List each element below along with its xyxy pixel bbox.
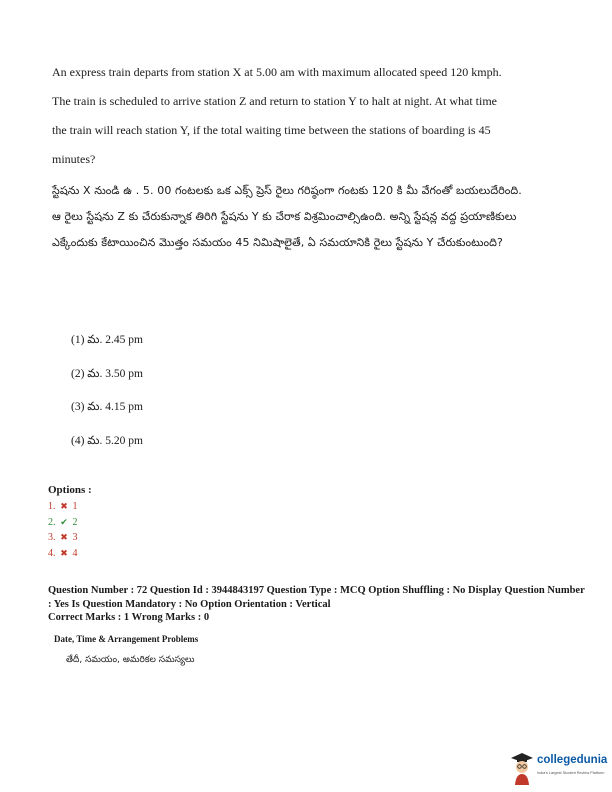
logo-tagline: India's Largest Student Review Platform [537, 771, 605, 775]
question-metadata [48, 584, 588, 625]
answer-label: 4 [72, 547, 78, 559]
category-telugu: తేదీ, సమయం, అమరికల సమస్యలు [66, 655, 195, 665]
answer-label: 3 [72, 532, 78, 543]
choice-1: (1) మ. 2.45 pm [71, 334, 143, 346]
logo-wordmark: collegedunia [537, 754, 608, 766]
cross-icon: ✖ [60, 501, 68, 511]
answer-number: 3. [48, 532, 56, 543]
question-english: An express train departs from station X at 5.00 am with maximum allocated speed 120 kmph. The train is scheduled to arrive station Z and return to station Y to halt at night. At what time the train will reach station Y, if the total waiting time between the stations of boarding is 45 minutes? [52, 65, 502, 166]
category-english: Date, Time & Arrangement Problems [54, 634, 199, 644]
answer-label: 2 [72, 516, 78, 528]
question-telugu: స్టేషను X నుండి ఉ . 5. 00 గంటలకు ఒక ఎక్స్ ప్రెస్ రైలు గరిష్ఠంగా గంటకు 120 కి మీ వేగంతో బయలుదేరింది. ఆ రైలు స్టేషను Z కు చేరుకున్నాక తిరిగి స్టేషను Y కు చేరాక విశ్రమించాల్సిఉంది. అన్ని స్టేషన్ల వద్ద ప్రయాణికులు ఎక్కేందుకు కేటాయించిన మొత్తం సమయం 45 నిమిషాలైతే, ఏ సమయానికి రైలు స్టేషను Y చేరుకుంటుంది? [52, 184, 522, 249]
answer-key-item [48, 515, 78, 531]
options-heading: Options : [48, 484, 92, 496]
answer-number: 4. [48, 547, 56, 559]
answer-label: 1 [72, 501, 78, 512]
cross-icon: ✖ [60, 532, 68, 542]
choice-2: (2) మ. 3.50 pm [71, 367, 143, 380]
choice-4: (4) మ. 5.20 pm [71, 434, 143, 447]
check-icon: ✔ [60, 516, 68, 527]
cross-icon: ✖ [60, 547, 68, 558]
answer-key-item [48, 499, 78, 515]
choice-list [71, 327, 143, 461]
answer-key-list [48, 499, 78, 561]
answer-key-item [48, 546, 78, 562]
answer-number: 2. [48, 516, 56, 528]
metadata-line: Question Number : 72 Question Id : 3944843197 Question Type : MCQ Option Shuffling : No Display Question Number : Yes Is Question Mandatory : No Option Orientation : Vertical [48, 585, 585, 610]
answer-key-item [48, 530, 78, 546]
choice-3: (3) మ. 4.15 pm [71, 401, 143, 413]
marks-line: Correct Marks : 1 Wrong Marks : 0 [48, 612, 210, 623]
answer-number: 1. [48, 501, 56, 512]
